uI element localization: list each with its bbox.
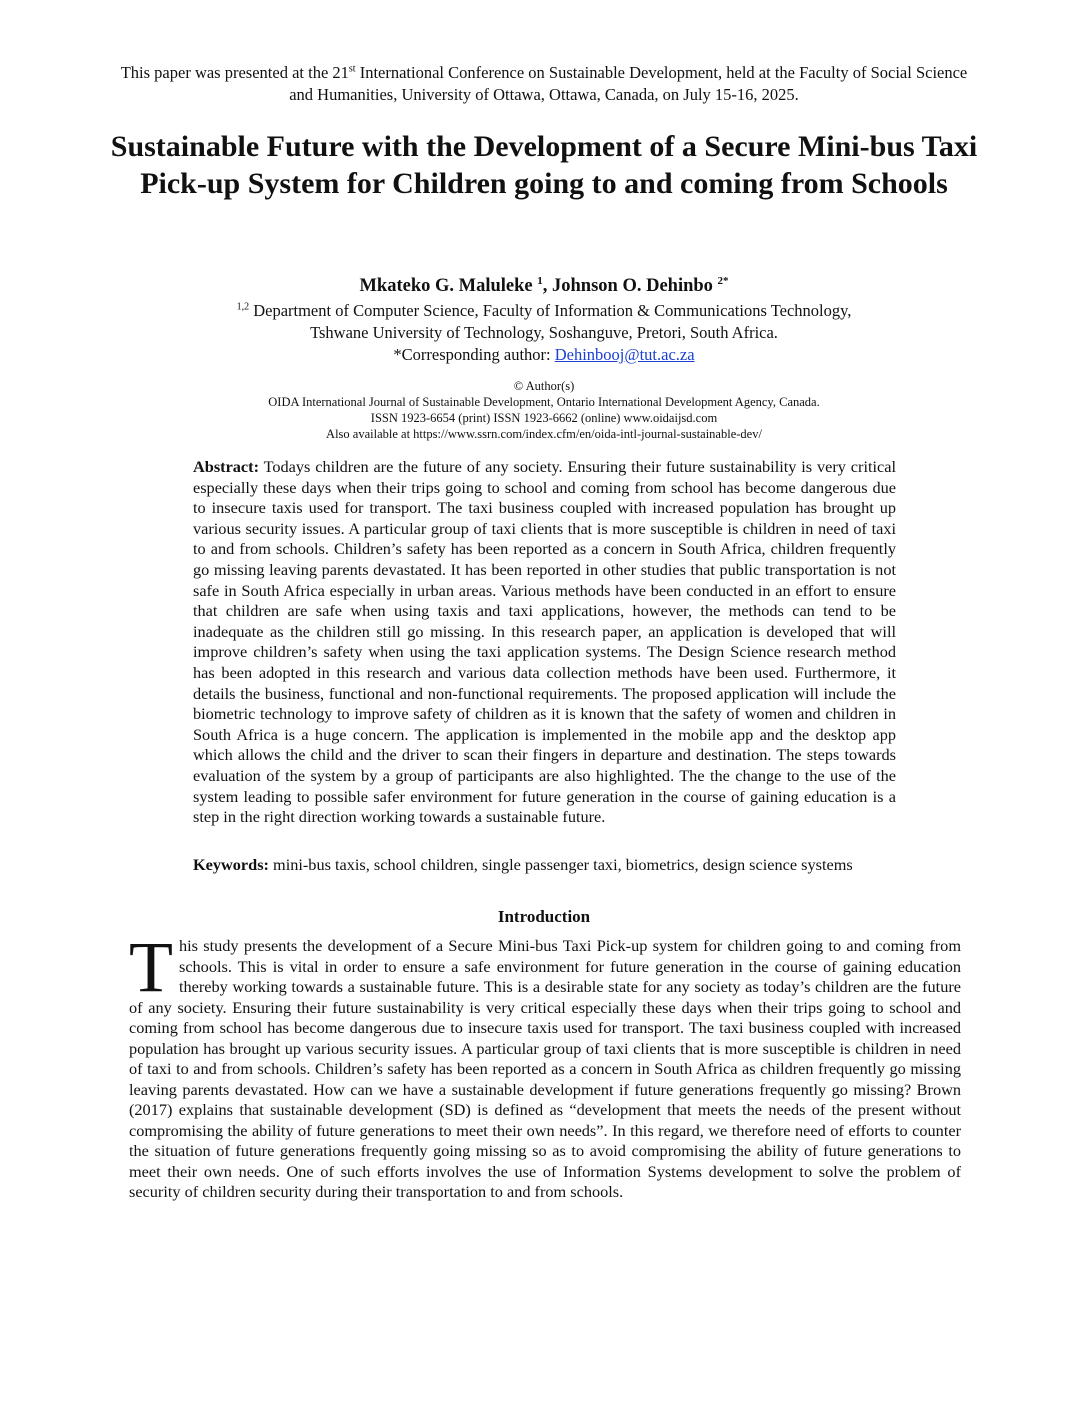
introduction-text: his study presents the development of a Secure Mini-bus Taxi Pick-up system for children going to and coming from schools. This is vital in order to ensure a safe environment for future generation in the course of gaining education thereby working towards a sustainable future. This is a desirable state for any society as today’s children are the future of any society. Ensuring their future sustainability is very critical especially these days when their trips going to school and coming from school has become dangerous due to insecure taxis used for transport. The taxi business coupled with increased population has brought up various security issues. A particular group of taxi clients that is more susceptible is children in need of taxi to and from schools. Children’s safety has been reported as a concern in South Africa as children frequently go missing leaving parents devastated. How can we have a sustainable development if future generations frequently go missing? Brown (2017) explains that sustainable development (SD) is defined as “development that meets the needs of the present without compromising the ability of future generations to meet their own needs”. In this regard, we therefore need of efforts to counter the situation of future generations frequently going missing so as to avoid compromising the ability of future generations to meet their own needs. One of such efforts involves the use of Information Systems development to solve the problem of security of children security during their transportation to and from schools. [129, 936, 961, 1201]
author-1-name: Mkateko G. Maluleke [359, 276, 533, 296]
corresponding-author-label: *Corresponding author: [393, 345, 555, 364]
affiliation-department: Department of Computer Science, Faculty of Information & Communications Technology, [249, 301, 852, 320]
journal-line: OIDA International Journal of Sustainable Development, Ontario International Development Agency, Canada. [268, 395, 820, 409]
copyright-line: © Author(s) [513, 379, 575, 393]
keywords-text: mini-bus taxis, school children, single passenger taxi, biometrics, design science systems [268, 855, 853, 874]
corresponding-email-link[interactable]: Dehinbooj@tut.ac.za [554, 345, 695, 364]
abstract-label: Abstract: [193, 457, 260, 476]
keywords-label: Keywords: [193, 855, 269, 874]
introduction-heading: Introduction [497, 907, 591, 926]
affiliation-block [120, 300, 968, 366]
keywords-paragraph [193, 855, 896, 876]
author-line [120, 274, 968, 298]
author-2-name: Johnson O. Dehinbo [552, 276, 713, 296]
conference-note [120, 62, 968, 106]
affiliation-superscript: 1,2 [236, 301, 250, 313]
author-separator: , [542, 276, 552, 296]
drop-cap-letter: T [129, 927, 173, 1007]
conference-note-rest: International Conference on Sustainable Development, held at the Faculty of Social Science and Humanities, University of Ottawa, Ottawa, Canada, on July 15-16, 2025. [289, 63, 968, 104]
affiliation-line-2: Tshwane University of Technology, Soshanguve, Pretori, South Africa. [310, 323, 778, 342]
introduction-paragraph [129, 927, 961, 1203]
conference-note-ordinal: st [348, 63, 356, 75]
corresponding-author-line [120, 344, 968, 366]
paper-title: Sustainable Future with the Development of a Secure Mini-bus Taxi Pick-up System for Children going to and coming from Schools [110, 130, 978, 200]
conference-note-start: This paper was presented at the 21 [120, 63, 349, 82]
availability-line: Also available at https://www.ssrn.com/index.cfm/en/oida-intl-journal-sustainable-dev/ [326, 427, 762, 441]
abstract-text: Todays children are the future of any society. Ensuring their future sustainability is very critical especially these days when their trips going to school and coming from school has become dangerous due to insecure taxis used for transport. The taxi business coupled with increased population has brought up various security issues. A particular group of taxi clients that is more susceptible is children in need of taxi to and from schools. Children’s safety has been reported as a concern in South Africa, children frequently go missing leaving parents devastated. It has been reported in other studies that public transportation is not safe in South Africa especially in urban areas. Various methods have been conducted in an effort to ensure that children are safe when using taxis and taxi applications, however, the methods can tend to be inadequate as the children still go missing. In this research paper, an application is developed that will improve children’s safety when using the taxi application systems. The Design Science research method has been adopted in this research and various data collection methods have been used. Furthermore, it details the business, functional and non-functional requirements. The proposed application will include the biometric technology to improve safety of children as it is known that the safety of women and children in South Africa is a huge concern. The application is implemented in the mobile app and the desktop app which allows the child and the driver to scan their fingers in departure and destination. The steps towards evaluation of the system by a group of participants are also highlighted. The the change to the use of the system leading to possible safer environment for future generation in the course of gaining education is a step in the right direction working towards a sustainable future. [193, 457, 896, 827]
author-2-superscript: 2* [717, 274, 729, 287]
issn-line: ISSN 1923-6654 (print) ISSN 1923-6662 (online) www.oidaijsd.com [370, 411, 718, 425]
author-1-superscript: 1 [537, 274, 543, 287]
rights-block [120, 378, 968, 442]
affiliation-line-1 [120, 300, 968, 322]
abstract-paragraph [193, 457, 896, 828]
